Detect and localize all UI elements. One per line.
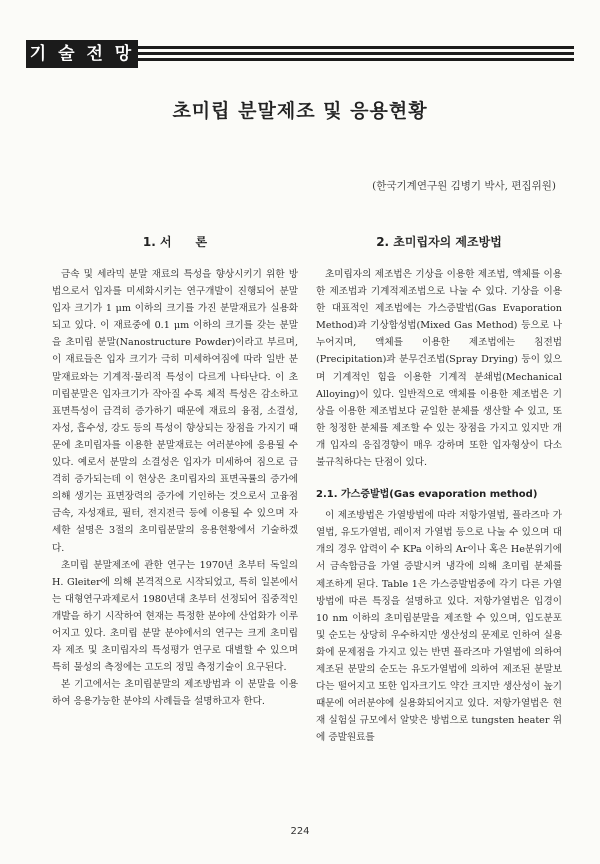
author-line: (한국기계연구원 김병기 박사, 편집위원): [372, 180, 556, 192]
methods-heading: 2. 초미립자의 제조방법: [376, 235, 502, 249]
methods-paragraph-1: 초미립자의 제조법은 기상을 이용한 제조법, 액체를 이용한 제조법과 기계적제조법으로 나눌 수 있다. 기상을 이용한 대표적인 제조법에는 가스증발법(Gas Evaporation Method)과 기상합성법(Mixed Gas Method) 등으로 나누어지며, 액체를 이용한 제조법에는 침전법(Precipitation)과 분무건조법(Spray Drying) 등이 있으며 기계적인 힘을 이용한 기계적 분쇄법(Mechanical Alloying)이 있다. 일반적으로 액체를 이용한 제조법은 기상을 이용한 제조법보다 균일한 분체를 생산할 수 있고, 또한 청정한 분체를 제조할 수 있는 장점을 가지고 있지만 개개 입자의 응집경향이 매우 강하며 또한 입자형상이 다소 불규칙하다는 단점이 있다.: [316, 269, 562, 469]
right-column: [316, 230, 562, 746]
intro-paragraph-3: 본 기고에서는 초미립분말의 제조방법과 이 분말을 이용하여 응용가능한 분야의 사례들을 설명하고자 한다.: [52, 679, 298, 708]
intro-heading: 1. 서 론: [142, 235, 208, 249]
article-title: 초미립 분말제조 및 응용현황: [172, 100, 428, 122]
left-column: [52, 230, 298, 710]
intro-paragraph-2: 초미립 분말제조에 관한 연구는 1970년 초부터 독일의 H. Gleiter에 의해 본격적으로 시작되었고, 특히 일본에서는 대형연구과제로서 1980년대 초부터 선정되어 집중적인 개발을 하기 시작하여 현재는 특정한 분야에 산업화가 이루어지고 있다. 초미립 분말 분야에서의 연구는 크게 초미립자 제조 및 초미립자의 특성평가 연구로 대별할 수 있으며 특히 물성의 측정에는 고도의 정밀 측정기술이 요구된다.: [52, 559, 298, 674]
subsection-paragraph-1: 이 제조방법은 가열방법에 따라 저항가열법, 플라즈마 가열법, 유도가열법, 레이저 가열법 등으로 나눌 수 있으며 대개의 경우 압력이 수 KPa 이하의 Ar이나 혹은 He분위기에서 금속합금을 가열 증발시켜 냉각에 의해 초미립 분체를 제조하게 된다. Table 1은 가스증발법중에 각기 다른 가열방법에 따른 특징을 설명하고 있다. 저항가열법은 입경이 10 nm 이하의 초미립분말을 제조할 수 있으며, 입도분포 및 순도는 상당히 우수하지만 생산성의 문제로 인하여 실용화에 문제점을 가지고 있는 반면 플라즈마 가열법에 의하여 제조된 분말의 순도는 유도가열법에 의하여 제조된 분말보다는 떨어지고 또한 입자크기도 약간 크지만 생산성이 높기 때문에 여러분야에 실용화되어지고 있다. 저항가열법은 현재 실험실 규모에서 알맞은 방법으로 tungsten heater 위에 증발원료를: [316, 510, 562, 744]
intro-paragraph-1: 금속 및 세라믹 분말 재료의 특성을 향상시키기 위한 방법으로서 입자를 미세화시키는 연구개발이 진행되어 분말 입자 크기가 1 μm 이하의 크기를 가진 분말재료가 실용화되고 있다. 이 재료중에 0.1 μm 이하의 크기를 갖는 분말을 초미립 분말(Nanostructure Powder)이라고 부르며, 이 재료들은 입자 크기가 극히 미세하여짐에 따라 일반 분말재료와는 기계적·물리적 특성이 다르게 나타난다. 이 초미립분말은 입자크기가 작아질 수록 체적 특성은 감소하고 표면특성이 급격히 증가하기 때문에 재료의 융점, 소결성, 자성, 흡수성, 강도 등의 특성이 향상되는 장점을 가지기 때문에 초미립자를 이용한 분말재료는 여러분야에 응용될 수 있다. 예로서 분말의 소결성은 입자가 미세하여 짐으로 급격히 증가되는데 이 현상은 초미립자의 표면곡률의 증가에 의해 생기는 표면장력의 증가에 기인하는 것으로서 고융점금속, 자성재료, 필터, 전지전극 등에 이용될 수 있으며 자세한 설명은 3절의 초미립분말의 응용현황에서 기술하겠다.: [52, 269, 298, 554]
section-tag: 기 술 전 망: [26, 40, 138, 68]
page-number: 224: [290, 826, 310, 837]
subsection-heading: 2.1. 가스증발법(Gas evaporation method): [316, 489, 538, 501]
section-header: [26, 40, 574, 68]
header-rule: [138, 46, 574, 62]
